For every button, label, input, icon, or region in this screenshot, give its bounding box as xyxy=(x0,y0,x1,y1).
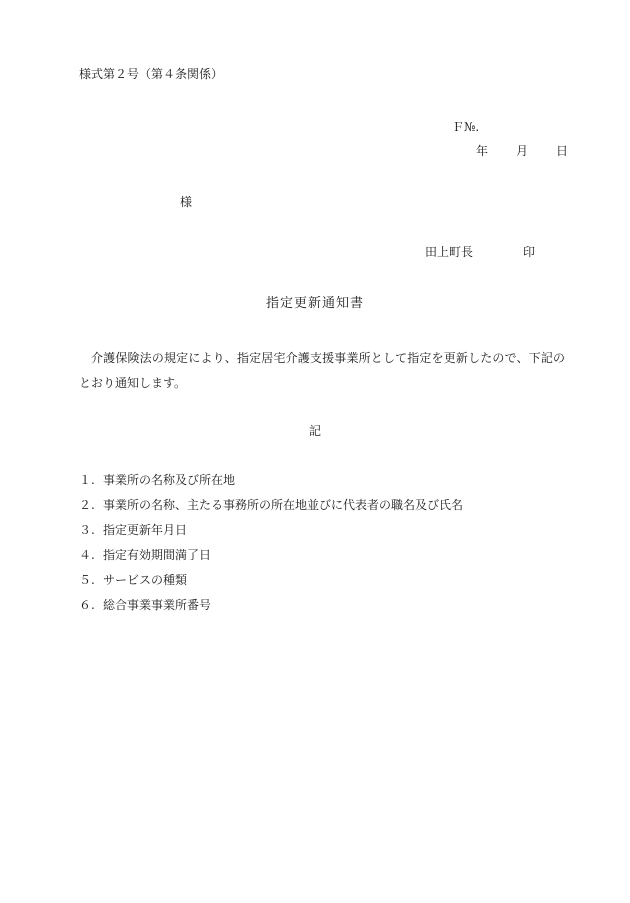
month-label: 月 xyxy=(516,144,529,158)
item-number: ４. xyxy=(79,548,95,562)
list-item xyxy=(79,548,463,573)
item-text: 総合事業事業所番号 xyxy=(103,598,212,612)
issuer-line xyxy=(425,246,535,258)
list-item xyxy=(79,523,463,548)
list-item xyxy=(79,498,463,523)
date-line xyxy=(476,145,568,157)
seal-mark: 印 xyxy=(523,245,536,259)
item-number: ６. xyxy=(79,598,95,612)
item-text: 事業所の名称及び所在地 xyxy=(103,473,236,487)
list-item xyxy=(79,573,463,598)
ki-heading: 記 xyxy=(308,424,321,438)
item-number: １. xyxy=(79,473,95,487)
reference-number-label: Ｆ№. xyxy=(452,120,480,134)
body-paragraph: 介護保険法の規定により、指定居宅介護支援事業所として指定を更新したので、下記のとおり通知します。 xyxy=(79,351,565,390)
issuer-name: 田上町長 xyxy=(425,245,474,259)
item-number: ２. xyxy=(79,498,95,512)
list-item xyxy=(79,598,463,623)
form-number: 様式第２号（第４条関係） xyxy=(79,67,224,81)
item-text: 指定更新年月日 xyxy=(103,523,188,537)
item-text: サービスの種類 xyxy=(103,573,188,587)
item-text: 事業所の名称、主たる事務所の所在地並びに代表者の職名及び氏名 xyxy=(103,498,464,512)
list-item xyxy=(79,473,463,498)
item-number: ５. xyxy=(79,573,95,587)
item-text: 指定有効期間満了日 xyxy=(103,548,212,562)
day-label: 日 xyxy=(556,144,569,158)
item-list xyxy=(79,473,463,623)
item-number: ３. xyxy=(79,523,95,537)
year-label: 年 xyxy=(476,144,489,158)
addressee-suffix: 様 xyxy=(180,195,193,209)
document-title: 指定更新通知書 xyxy=(265,296,364,311)
